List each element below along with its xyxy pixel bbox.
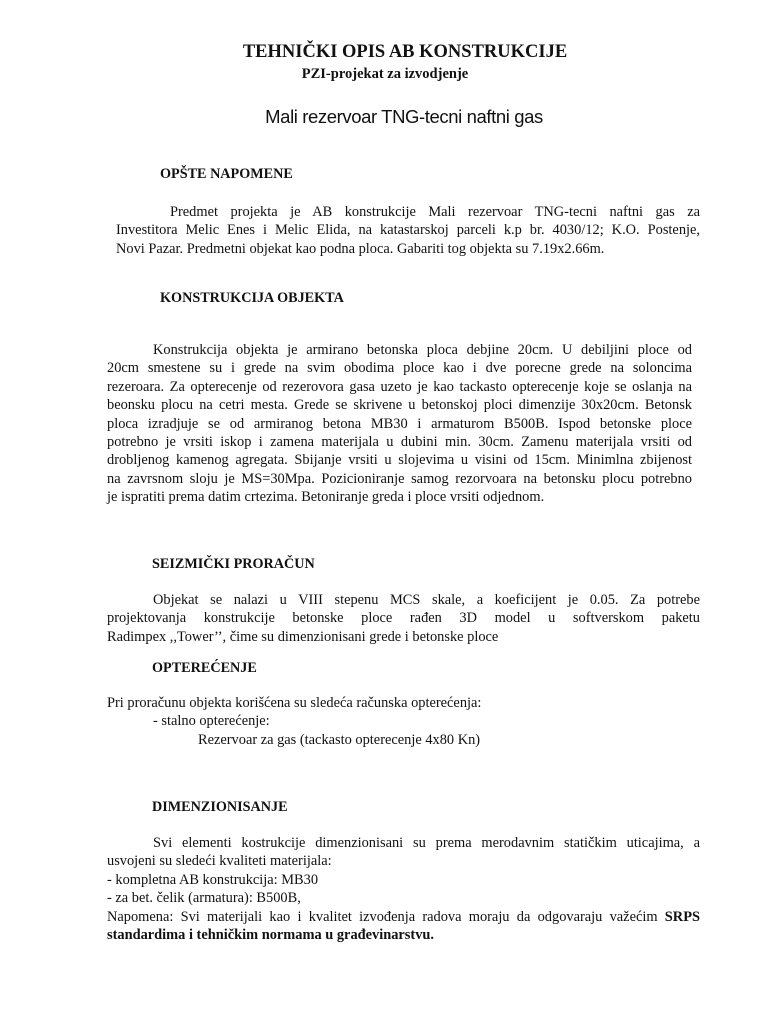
paragraph-line: Pri proračunu objekta korišćena su sledeća računska opterećenja: <box>107 695 482 711</box>
document-subtitle: PZI-projekat za izvodjenje <box>301 66 469 82</box>
section-heading-general-notes: OPŠTE NAPOMENE <box>160 166 293 182</box>
paragraph-line: projektovanja konstrukcije betonske ploce rađen 3D model u softverskom paketu <box>107 610 700 627</box>
paragraph-line: Rezervoar za gas (tackasto opterecenje 4x80 Kn) <box>198 731 481 748</box>
paragraph-line: Konstrukcija objekta je armirano betonska ploca debjine 20cm. U debiljini ploce od <box>153 342 692 358</box>
paragraph-line: - stalno opterećenje: <box>153 713 270 730</box>
paragraph-line: je ispratiti prema datim crtezima. Betoniranje greda i ploce vrsiti odjednom. <box>107 489 545 506</box>
note-bold-text: SRPS <box>664 908 700 925</box>
paragraph-line: ploca izradjuje se od armiranog betona MB30 i armaturom B500B. Ispod betonske ploce <box>107 415 692 432</box>
paragraph-line: potrebno je vrsiti iskop i zamena materijala u dubini min. 30cm. Zamenu materijala vrsiti od <box>107 434 692 451</box>
paragraph-line: 20cm smestene su i grede na svim obodima ploce kao i dve porecne grede na soloncima <box>107 360 692 377</box>
paragraph-line: Objekat se nalazi u VIII stepenu MCS skale, a koeficijent je 0.05. Za potrebe <box>153 592 700 608</box>
dimensioning-paragraph <box>107 834 700 944</box>
paragraph-line: drobljenog kamenog agregata. Sbijanje vrsiti u slojevima u visini od 15cm. Minimlna zbijenost <box>107 452 692 469</box>
paragraph-line: beonsku plocu na cetri mesta. Grede se skrivene u betonskoj ploci dimenzije 30x20cm. Betonsk <box>107 397 692 414</box>
paragraph-line: Predmet projekta je AB konstrukcije Mali rezervoar TNG-tecni naftni gas za <box>170 204 700 220</box>
section-heading-loads: OPTEREĆENJE <box>152 660 257 676</box>
seismic-paragraph <box>107 591 700 646</box>
general-notes-paragraph <box>116 203 700 258</box>
paragraph-line: na zavrsnom sloju je MS=30Mpa. Pozicioniranje samog rezorvoara na betonsku plocu potrebno <box>107 470 692 487</box>
section-heading-dimensioning: DIMENZIONISANJE <box>152 799 288 815</box>
paragraph-line: Svi elementi kostrukcije dimenzionisani su prema merodavnim statičkim uticajima, a <box>153 835 700 851</box>
project-name: Mali rezervoar TNG-tecni naftni gas <box>265 106 543 127</box>
section-heading-seismic: SEIZMIČKI PRORAČUN <box>152 556 315 572</box>
paragraph-line <box>107 908 700 926</box>
paragraph-line: usvojeni su sledeći kvaliteti materijala: <box>107 853 332 870</box>
section-heading-construction: KONSTRUKCIJA OBJEKTA <box>160 290 344 306</box>
document-title: TEHNIČKI OPIS AB KONSTRUKCIJE <box>242 42 568 62</box>
paragraph-line: - za bet. čelik (armatura): B500B, <box>107 890 301 907</box>
note-bold-text: standardima i tehničkim normama u građevinarstvu. <box>107 927 435 944</box>
paragraph-line <box>107 926 700 944</box>
paragraph-line: rezeroara. Za opterecenje od rezerovora gasa uzeto je kao tackasto opterecenje koje se oslanja na <box>107 378 692 395</box>
paragraph-line: Investitora Melic Enes i Melic Elida, na katastarskoj parceli k.p br. 4030/12; K.O. Postenje, <box>116 222 700 239</box>
paragraph-line: Novi Pazar. Predmetni objekat kao podna ploca. Gabariti tog objekta su 7.19x2.66m. <box>116 240 605 257</box>
paragraph-line: Radimpex ,,Tower’’, čime su dimenzionisani grede i betonske ploce <box>107 628 499 645</box>
loads-paragraph <box>107 694 707 749</box>
paragraph-line: - kompletna AB konstrukcija: MB30 <box>107 871 319 888</box>
note-text: Napomena: Svi materijali kao i kvalitet izvođenja radova moraju da odgovaraju važećim <box>107 908 665 925</box>
construction-paragraph <box>107 341 692 507</box>
